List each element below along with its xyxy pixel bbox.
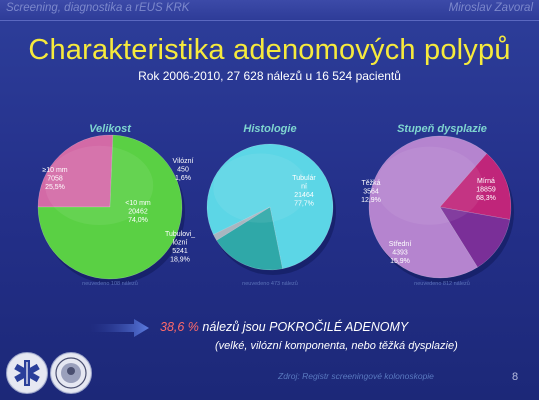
advanced-adenoma-definition: (velké, vilózní komponenta, nebo těžká dysplazie) — [215, 340, 458, 352]
advanced-adenoma-statement — [160, 320, 408, 334]
chart-title-velikost: Velikost — [89, 123, 131, 135]
slice-label-stupe-dysplazie-1: Střední 4393 15,9% — [388, 241, 412, 265]
slice-label-stupe-dysplazie-0: Mírná 18859 68,3% — [476, 178, 496, 202]
university-seal-logo-icon — [50, 352, 92, 394]
page-number: 8 — [512, 371, 519, 383]
slide-title: Charakteristika adenomových polypů — [28, 34, 511, 66]
header-presentation-title: Screening, diagnostika a rEUS KRK — [6, 2, 190, 14]
chart-title-dysplazie: Stupeň dysplazie — [397, 123, 487, 135]
slide-subtitle: Rok 2006-2010, 27 628 nálezů u 16 524 pacientů — [138, 69, 401, 83]
slice-label-histologie-2: Vilózní 450 1,6% — [172, 158, 194, 182]
source-link[interactable]: Zdroj: Registr screeningové kolonoskopie — [278, 371, 434, 381]
header-author: Miroslav Zavoral — [448, 2, 533, 14]
slice-label-histologie-0: Tubulár ní 21464 77,7% — [292, 175, 316, 208]
slice-label-histologie-1: Tubulovi_ lózní 5241 18,9% — [164, 231, 196, 264]
advanced-adenoma-text: nálezů jsou POKROČILÉ ADENOMY — [198, 320, 409, 334]
footnote-histologie: neuvedeno 473 nálezů — [242, 281, 298, 287]
slice-label-velikost-1: <10 mm 20462 74,0% — [125, 200, 151, 224]
pie-gloss — [213, 153, 308, 222]
footnote-dysplazie: neuvedeno 812 nálezů — [414, 281, 470, 287]
medical-star-logo-icon — [6, 352, 48, 394]
pie-gloss — [376, 147, 483, 225]
chart-title-histologie: Histologie — [243, 123, 297, 135]
footnote-velikost: neuvedeno 108 nálezů — [82, 281, 138, 287]
advanced-adenoma-percent: 38,6 % — [160, 320, 199, 334]
slice-label-stupe-dysplazie-2: Těžká 3564 12,9% — [361, 180, 381, 204]
slice-label-velikost-0: ≥10 mm 7058 25,5% — [42, 167, 68, 191]
arrow-icon — [90, 318, 150, 338]
